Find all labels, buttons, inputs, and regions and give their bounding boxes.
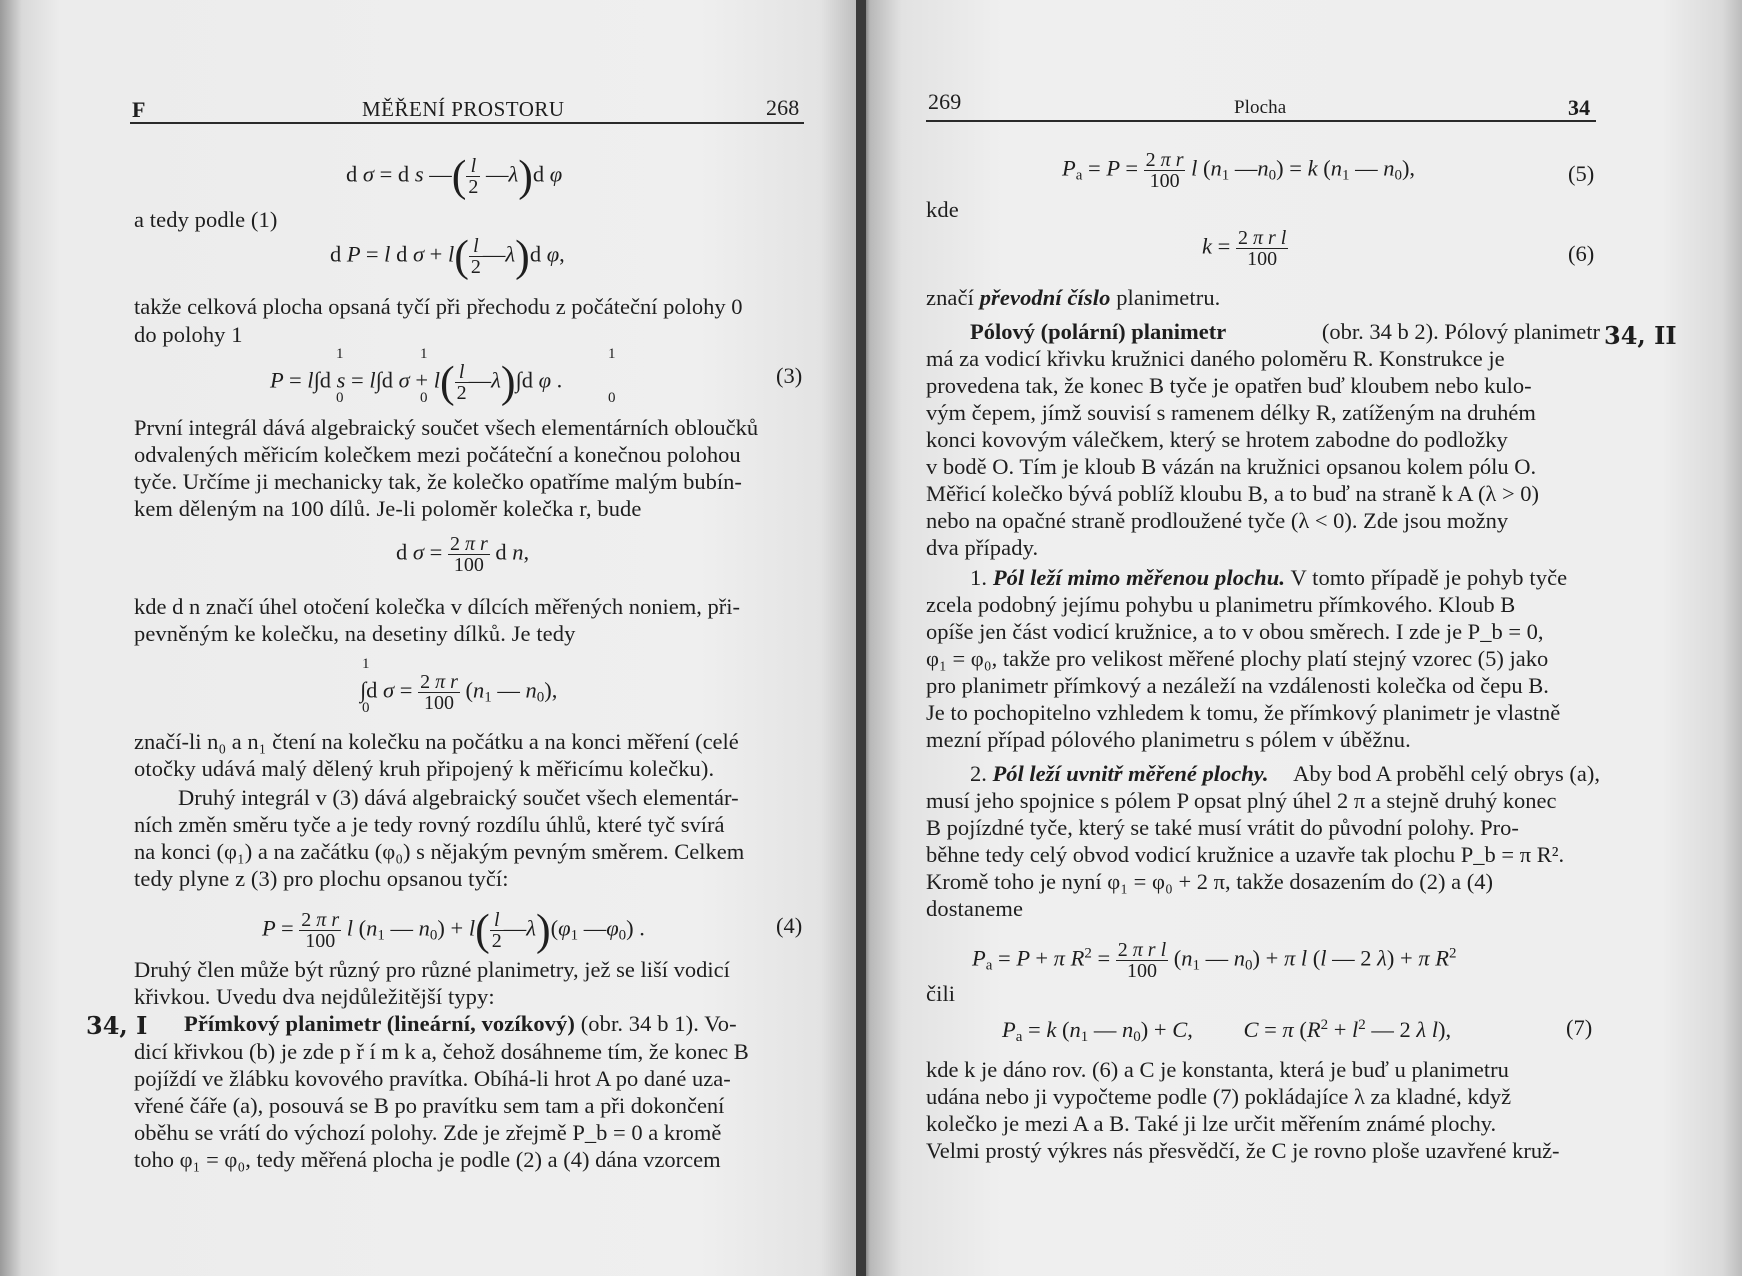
paragraph-line: provedena tak, že konec B tyče je opatřen buď kloubem nebo kulo- — [926, 373, 1532, 398]
paragraph-line: v bodě O. Tím je kloub B vázán na kružnici opsanou kolem pólu O. — [926, 454, 1537, 479]
equation-6-number: (6) — [1568, 241, 1595, 266]
header-rule — [926, 120, 1596, 122]
margin-section-34-II: 34, II — [1604, 321, 1677, 350]
text-kde: kde — [926, 197, 959, 222]
paragraph-line: Velmi prostý výkres nás přesvědčí, že C je rovno ploše uzavřené kruž- — [926, 1138, 1560, 1163]
equation-5-number: (5) — [1568, 161, 1595, 186]
paragraph-line: dostaneme — [926, 896, 1024, 921]
paragraph-line: nebo na opačné straně prodloužené tyče (λ < 0). Zde jsou možny — [926, 508, 1509, 533]
header-section-number: 34 — [1568, 95, 1591, 120]
equation-6: k = $\frac{\text{2 π r l}}{100}$ — [1202, 227, 1287, 270]
paragraph-line: značí-li n₀ a n₁ čtení na kolečku na počátku a na konci měření (celé — [134, 729, 739, 754]
header-rule — [130, 122, 804, 124]
equation-4-number: (4) — [776, 913, 803, 938]
text-takze-line2: do polohy 1 — [134, 322, 243, 347]
paragraph-line: dva případy. — [926, 535, 1039, 560]
paragraph-line: Druhý integrál v (3) dává algebraický součet všech elementár- — [178, 785, 739, 810]
header-chapter-title: Plocha — [1234, 97, 1287, 118]
paragraph-line: tedy plyne z (3) pro plochu opsanou tyčí: — [134, 866, 509, 891]
equation-7: $P_a = k$ ($n_1$ — $n_0) + C$, C = π ($R^2 + l^2$ — 2 λ l), — [1002, 1017, 1452, 1045]
right-page — [862, 0, 1742, 1276]
paragraph-line: opíše jen část vodicí kružnice, a to v obou směrech. I zde je P_b = 0, — [926, 619, 1544, 644]
paragraph-line: pojíždí ve žlábku kovového pravítka. Obíhá-li hrot A po dané uza- — [134, 1066, 731, 1091]
paragraph-line: vým čepem, jímž souvisí s ramenem délky R, zatíženým na druhém — [926, 400, 1536, 425]
text-znaci-line: značí převodní číslo planimetru. — [926, 285, 1221, 310]
term-prevodni-cislo: převodní číslo — [979, 285, 1111, 310]
paragraph-line: otočky udává malý dělený kruh připojený k měřicímu kolečku). — [134, 756, 715, 781]
text-cili: čili — [926, 981, 956, 1006]
paragraph-line: kolečko je mezi A a B. Také ji lze určit měřením známé plochy. — [926, 1111, 1497, 1136]
header-chapter-title: MĚŘENÍ PROSTORU — [362, 97, 565, 121]
equation-dsigma: d σ = d s —( $\frac{l}{2}$ —λ)d φ — [346, 151, 563, 201]
paragraph-line: konci kovovým válečkem, který se hrotem zabodne do podložky — [926, 427, 1508, 452]
paragraph-line: kde k je dáno rov. (6) a C je konstanta, která je buď u planimetru — [926, 1057, 1509, 1082]
paragraph-line: pro planimetr přímkový a nezáleží na vzdálenosti kolečka od čepu B. — [926, 673, 1549, 698]
paragraph-line: Kromě toho je nyní φ₁ = φ₀ + 2 π, takže dosazením do (2) a (4) — [926, 869, 1494, 894]
header-page-number: 269 — [928, 89, 962, 114]
case-2-line: 2. Pól leží uvnitř měřené plochy. Aby bod A proběhl celý obrys (a), — [970, 761, 1600, 786]
case-1-title: Pól leží mimo měřenou plochu. — [992, 565, 1286, 590]
header-section-letter: F — [132, 97, 146, 122]
equation-7-number: (7) — [1566, 1015, 1593, 1040]
paragraph-line: Druhý člen může být různý pro různé planimetry, jež se liší vodicí — [134, 957, 730, 982]
paragraph-line: kem děleným na 100 dílů. Je-li poloměr kolečka r, bude — [134, 496, 642, 521]
paragraph-line: tyče. Určíme ji mechanicky tak, že kolečko opatříme malým bubín- — [134, 469, 742, 494]
paragraph-line: udána nebo ji vypočteme podle (7) pokládajíce λ za kladné, když — [926, 1084, 1512, 1109]
heading-primkovy-line: Přímkový planimetr (lineární, vozíkový) (obr. 34 b 1). Vo- — [184, 1011, 737, 1036]
paragraph-line: oběhu se vrátí do výchozí polohy. Zde je zřejmě P_b = 0 a kromě — [134, 1120, 722, 1145]
paragraph-line: dicí křivkou (b) je zde p ř í m k a, čehož dosáhneme tím, že konec B — [134, 1039, 749, 1064]
paragraph-line: odvalených měřicím kolečkem mezi počáteční a konečnou polohou — [134, 442, 741, 467]
heading-polovy-planimetr: Pólový (polární) planimetr — [970, 319, 1227, 344]
header-page-number: 268 — [766, 95, 800, 120]
book-gutter — [856, 0, 866, 1276]
text-tedy-podle: a tedy podle (1) — [134, 207, 278, 232]
equation-5: $P_a = P$ = $\frac{\text{2 π r}}{100}$ l ($n_1$ $—n_0) = k$ ($n_1$ — $n_0$), — [1062, 149, 1416, 192]
text-takze-line1: takže celková plocha opsaná tyčí při přechodu z počáteční polohy 0 — [134, 294, 743, 319]
margin-section-34-I: 34, I — [86, 1011, 148, 1040]
paragraph-line: První integrál dává algebraický součet všech elementárních obloučků — [134, 415, 759, 440]
case-2-title: Pól leží uvnitř měřené plochy. — [992, 761, 1269, 786]
paragraph-line: toho φ₁ = φ₀, tedy měřená plocha je podle (2) a (4) dána vzorcem — [134, 1147, 721, 1172]
paragraph-line: Je to pochopitelno vzhledem k tomu, že přímkový planimetr je vlastně — [926, 700, 1561, 725]
equation-integral-dsigma: ∫d σ = $\frac{\text{2 π r}}{100}$ ($n_1$ — $n_0$), — [360, 671, 558, 714]
paragraph-line: má za vodicí křivku kružnici daného poloměru R. Konstrukce je — [926, 346, 1505, 371]
paragraph-line: musí jeho spojnice s pólem P opsat plný úhel 2 π a stejně druhý konec — [926, 788, 1557, 813]
heading-polovy-line: Pólový (polární) planimetr (obr. 34 b 2). Pólový planimetr — [970, 319, 1600, 344]
equation-dsigma-dn: d σ = $\frac{\text{2 π r}}{100}$ d n, — [396, 533, 530, 576]
paragraph-line: B pojízdné tyče, který se také musí vrátit do původní polohy. Pro- — [926, 815, 1519, 840]
case-1-line: 1. Pól leží mimo měřenou plochu. V tomto případě je pohyb tyče — [970, 565, 1568, 590]
paragraph-line: ních změn směru tyče a je tedy rovný rozdílu úhlů, které tyč svírá — [134, 812, 725, 837]
left-page: F MĚŘENÍ PROSTORU 268 d σ = d s —( $\frac{l}{2}$ —λ)d φ a tedy podle (1) d P = l d σ + l( $\frac{l}{2}$ —λ)d φ, takže celková plocha opsaná tyčí při přechodu z počáteční polohy 0 do polohy 1 P = l∫d s = l∫d σ + l( $\frac{l}{2}$ —λ)∫d φ . 1 0 1 0 1 0 (3) První integrál dává algebraický součet všech elementárních obloučků odvalených měřicím kolečkem mezi počáteční a konečnou polohou tyče. Určíme ji mechanicky tak, že kolečko opatříme malým bubín- kem děleným na 100 dílů. Je-li poloměr kolečka r, bude d σ = $\frac{\text{2 π r}}{100}$ d n, kde d n značí úhel otočení kolečka v dílcích měřených noniem, při- pevněným ke kolečku, na desetiny dílků. Je tedy ∫d σ = $\frac{\text{2 π r}}{100}$ ($n_1$ — $n_0$), 1 0 značí-li n₀ a n₁ čtení na kolečku na počátku a na konci měření (celé otočky udává malý dělený kruh připojený k měřicímu kolečku). Druhý integrál v (3) dává algebraický součet všech elementár- ních změn směru tyče a je tedy rovný rozdílu úhlů, které tyč svírá na konci (φ₁) a na začátku (φ₀) s nějakým pevným směrem. Celkem tedy plyne z (3) pro plochu opsanou tyčí: P = $\frac{\text{2 π r}}{100}$ l ($n_1$ — $n_0) + l$( $\frac{l}{2}$ $—\lambda)(\varphi_1$ $—\varphi_0$) . (4) Druhý člen může být různý pro různé planimetry, jež se liší vodicí křivkou. Uvedu dva nejdůležitější typy: 34, I Přímkový planimetr (lineární, vozíkový) (obr. 34 b 1). Vo- dicí křivkou (b) je zde p ř í m k a, čehož dosáhneme tím, že konec B pojíždí ve žlábku kovového pravítka. Obíhá-li hrot A po dané uza- vřené čáře (a), posouvá se B po pravítku sem tam a při dokončení oběhu se vrátí do výchozí polohy. Zde je zřejmě P_b = 0 a kromě toho φ₁ = φ₀, tedy měřená plocha je podle (2) a (4) dána vzorcem — [0, 0, 862, 1276]
equation-3-number: (3) — [776, 363, 803, 388]
paragraph-line: zcela podobný jejímu pohybu u planimetru přímkového. Kloub B — [926, 592, 1516, 617]
paragraph-line: Měřicí kolečko bývá poblíž kloubu B, a to buď na straně k A (λ > 0) — [926, 481, 1540, 506]
equation-dP: d P = l d σ + l( $\frac{l}{2}$ —λ)d φ, — [330, 231, 565, 281]
paragraph-line: běhne tedy celý obvod vodicí kružnice a uzavře tak plochu P_b = π R². — [926, 842, 1565, 867]
paragraph-line: φ₁ = φ₀, takže pro velikost měřené plochy platí stejný vzorec (5) jako — [926, 646, 1549, 671]
paragraph-line: mezní případ pólového planimetru s pólem v úběžnu. — [926, 727, 1411, 752]
equation-3: P = l∫d s = l∫d σ + l( $\frac{l}{2}$ —λ)∫d φ . — [270, 357, 563, 407]
paragraph-line: křivkou. Uvedu dva nejdůležitější typy: — [134, 984, 495, 1009]
equation-Pa: $P_a = P + \pi$ $R^2$ = $\frac{\text{2 π r l}}{100}$ ($n_1$ — $n_0) + \pi$ l (l — 2 λ) + π $R^2$ — [972, 939, 1457, 982]
heading-primkovy-planimetr: Přímkový planimetr (lineární, vozíkový) — [184, 1011, 575, 1036]
paragraph-line: vřené čáře (a), posouvá se B po pravítku sem tam a při dokončení — [134, 1093, 725, 1118]
paragraph-line: pevněným ke kolečku, na desetiny dílků. Je tedy — [134, 621, 576, 646]
equation-4: P = $\frac{\text{2 π r}}{100}$ l ($n_1$ — $n_0) + l$( $\frac{l}{2}$ $—\lambda)(\varphi_1$ $—\varphi_0$) . — [262, 905, 645, 955]
paragraph-line: kde d n značí úhel otočení kolečka v dílcích měřených noniem, při- — [134, 594, 741, 619]
paragraph-line: na konci (φ₁) a na začátku (φ₀) s nějakým pevným směrem. Celkem — [134, 839, 745, 864]
